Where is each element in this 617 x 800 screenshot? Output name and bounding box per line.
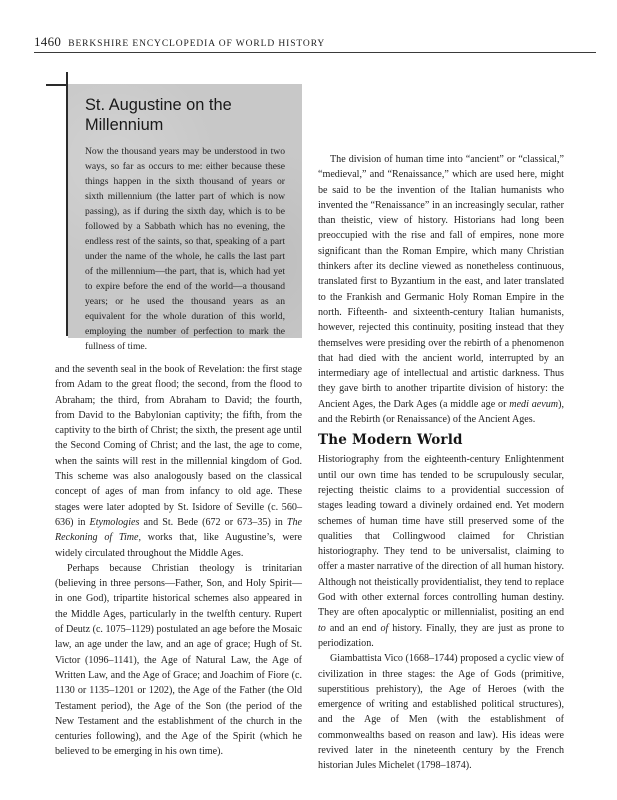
sidebar-quote: Now the thousand years may be understood in two ways, so far as occurs to me: either because these things happen in the sixth thousand of years or sixth millennium (the latter part of which is now passing), as if during the sixth day, which is to be followed by a Sabbath which has no evening, the endless rest of the saints, so that, speaking of a part under the name of the whole, he calls the last part of the millennium—the part, that is, which had yet to expire before the end of the world—a thousand years; or he used the thousand years as an equivalent for the whole duration of this world, employing the number of perfection to mark the fullness of time. — [85, 146, 285, 352]
sidebar-title — [85, 95, 292, 135]
term-medi-aevum: medi aevum — [509, 398, 559, 410]
page-number: 1460 — [34, 34, 62, 49]
sidebar-title-line1: St. Augustine on the — [85, 96, 232, 114]
left-column — [55, 362, 302, 760]
right-paragraph-2: Historiography from the eighteenth-century Enlightenment until our own time has tended to be scrupulously secular, rejecting theistic claims to a providential succession of stages leading toward a divinely ordained end. Yet modern schemes of human time have still preserved some of the qualities that Collingwood claimed for Christian historiography. They tend to be universalist, claiming to offer a master narrative of the direction of all human history. Although not theistically providentialist, they tend to replace God with other external forces controlling human destiny. They are often apocalyptic or millennialist, positing an end to and an end of history. Finally, they are just as prone to periodization. — [318, 454, 564, 649]
running-head — [34, 34, 594, 50]
sidebar-title-line2: Millennium — [85, 116, 164, 134]
sidebar-box — [68, 84, 302, 352]
right-paragraph-3: Giambattista Vico (1668–1744) proposed a cyclic view of civilization in three stages: the Age of Gods (primitive, superstitious prehistory), the Age of Heroes (with the emergence of writing and established political structures), and the Age of Men (with the establishment of commonwealths based on reason and law). His ideas were revived later in the nineteenth century by the French historian Jules Michelet (1798–1874). — [318, 653, 564, 772]
right-paragraph-1: The division of human time into “ancient” or “classical,” “medieval,” and “Renaissance,” which are used here, might be said to be the invention of the Italian humanists who invented the “Renaissance” in an increasingly secular, rather than theistic, view of history. Historians had long been preoccupied with the rise and fall of empires, none more significant than the Roman Empire, which many Christian thinkers after its decline viewed as nonetheless continuous, translated first to Byzantium in the east, and later translated to the Frankish and Germanic Holy Roman Empire in the north. Fifteenth- and sixteenth-century Italian humanists, however, rejected this continuity, positing instead that they themselves were presiding over the rebirth of a phenomenon that had died with the ancient world, interrupted by an intermediary age of intellectual and artistic darkness. Thus they gave birth to another tripartite division of history: the Ancient Ages, the Dark Ages (a middle age or medi aevum), and the Rebirth (or Renaissance) of the Ancient Ages. — [318, 154, 564, 426]
running-title: BERKSHIRE ENCYCLOPEDIA OF WORLD HISTORY — [68, 39, 326, 49]
left-paragraph-2: Perhaps because Christian theology is trinitarian (believing in three persons—Father, Son, and Holy Spirit—in one God), tripartite historical schemes also appeared in the Middle Ages, particularly in the twelfth century. Rupert of Deutz (c. 1075–1129) postulated an age before the Mosaic law, an age under the law, and an age of grace; Hugh of St. Victor (1096–1141), the Age of Natural Law, the Age of Written Law, and the Age of Grace; and Joachim of Fiore (c. 1130 or 1135–1201 or 1202), the Age of the Father (the Old Testament period), the Age of the Son (the period of the New Testament and the establishment of the church in the centuries following), and the Age of the Spirit (which he believed to be emerging in his own time). — [55, 562, 302, 758]
sidebar-horizontal-bar — [46, 84, 68, 86]
left-paragraph-1: and the seventh seal in the book of Revelation: the first stage from Adam to the great flood; the second, from the flood to Abraham; the third, from Abraham to David; the fourth, from David to the Babylonian captivity; the fifth, from the captivity to the birth of Christ; the sixth, the present age until the Second Coming of Christ; and the last, the age to come, when the saints will rest in the millennial kingdom of God. This scheme was also analogously based on the classical concept of ages of man from infancy to old age. These stages were later adopted by St. Isidore of Seville (c. 560–636) in Etymologies and St. Bede (672 or 673–35) in The Reckoning of Time, works that, like Augustine’s, were widely circulated throughout the Middle Ages. — [55, 364, 303, 559]
title-reckoning-of-time: The Reckoning of Time, — [55, 516, 302, 544]
title-etymologies: Etymologies — [89, 516, 140, 528]
header-rule — [34, 52, 596, 53]
section-heading-modern-world: The Modern World — [318, 432, 463, 449]
right-column — [318, 152, 564, 774]
